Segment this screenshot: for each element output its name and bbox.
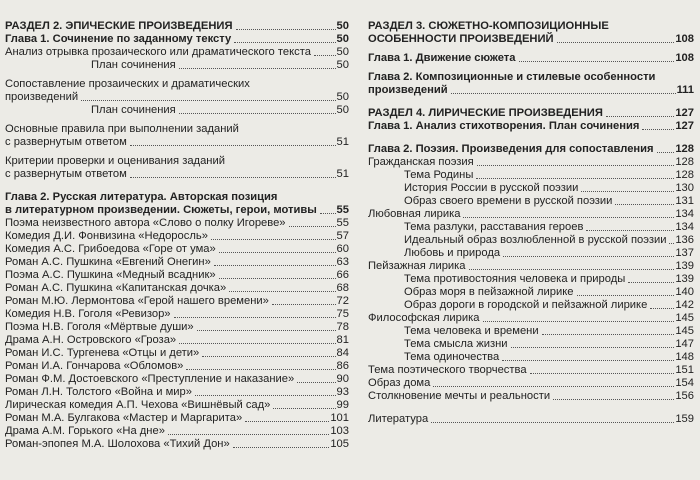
toc-entry-title: Поэма неизвестного автора «Слово о полку Игореве» bbox=[5, 217, 286, 229]
toc-entry-title: произведений bbox=[5, 91, 79, 103]
toc-entry-title: Глава 1. Анализ стихотворения. План сочинения bbox=[368, 120, 640, 132]
toc-entry-page: 134 bbox=[675, 208, 694, 220]
toc-entry-title: Тема противостояния человека и природы bbox=[404, 273, 626, 285]
toc-entry-title: Тема поэтического творчества bbox=[368, 364, 527, 376]
toc-entry-page: 72 bbox=[336, 295, 349, 307]
toc-entry-page: 130 bbox=[675, 182, 694, 194]
toc-entry bbox=[368, 299, 694, 312]
toc-entry bbox=[5, 425, 349, 438]
toc-entry bbox=[5, 386, 349, 399]
toc-entry-page: 50 bbox=[336, 33, 349, 45]
toc-entry bbox=[368, 325, 694, 338]
toc-entry-page: 55 bbox=[336, 204, 349, 216]
toc-entry-title: Комедия А.С. Грибоедова «Горе от ума» bbox=[5, 243, 216, 255]
toc-chapter-2 bbox=[5, 204, 349, 217]
toc-entry-page: 57 bbox=[336, 230, 349, 242]
toc-entry-page: 128 bbox=[675, 156, 694, 168]
toc-entry-page: 136 bbox=[675, 234, 694, 246]
toc-entry-page: 140 bbox=[675, 286, 694, 298]
toc-entry-page: 78 bbox=[336, 321, 349, 333]
toc-entry-title: План сочинения bbox=[91, 104, 176, 116]
toc-entry-title: произведений bbox=[368, 84, 448, 96]
toc-entry bbox=[5, 217, 349, 230]
toc-entry-page: 139 bbox=[675, 260, 694, 272]
toc-entry-title: Анализ отрывка прозаического или драматического текста bbox=[5, 46, 311, 58]
toc-entry-title: с развернутым ответом bbox=[5, 168, 127, 180]
toc-entry-title: Комедия Д.И. Фонвизина «Недоросль» bbox=[5, 230, 208, 242]
toc-entry bbox=[368, 364, 694, 377]
toc-entry-page: 50 bbox=[336, 20, 349, 32]
toc-entry-title: Тема смысла жизни bbox=[404, 338, 508, 350]
toc-entry-title: в литературном произведении. Сюжеты, герои, мотивы bbox=[5, 204, 317, 216]
toc-entry-title: Глава 1. Движение сюжета bbox=[368, 52, 516, 64]
toc-entry-page: 50 bbox=[336, 59, 349, 71]
toc-entry-page: 93 bbox=[336, 386, 349, 398]
toc-entry-page: 131 bbox=[675, 195, 694, 207]
toc-entry bbox=[5, 308, 349, 321]
toc-entry-page: 145 bbox=[675, 325, 694, 337]
toc-entry bbox=[5, 243, 349, 256]
toc-entry-title: Образ дороги в городской и пейзажной лирике bbox=[404, 299, 648, 311]
toc-entry-title: Тема Родины bbox=[404, 169, 474, 181]
toc-entry-title: Тема разлуки, расставания героев bbox=[404, 221, 584, 233]
toc-entry-page: 127 bbox=[675, 107, 694, 119]
toc-entry-title: с развернутым ответом bbox=[5, 136, 127, 148]
toc-chapter-1-lyric bbox=[368, 120, 694, 133]
toc-entry bbox=[5, 399, 349, 412]
toc-entry bbox=[5, 373, 349, 386]
toc-entry-page: 63 bbox=[336, 256, 349, 268]
toc-works-list bbox=[5, 217, 349, 451]
toc-entry-title: Поэма Н.В. Гоголя «Мёртвые души» bbox=[5, 321, 194, 333]
toc-section-4 bbox=[368, 107, 694, 120]
toc-entry-literature bbox=[368, 413, 694, 426]
toc-entry bbox=[368, 260, 694, 273]
toc-entry-page: 55 bbox=[336, 217, 349, 229]
toc-entry-title: Образ своего времени в русской поэзии bbox=[404, 195, 613, 207]
toc-entry-page: 103 bbox=[330, 425, 349, 437]
toc-entry bbox=[5, 321, 349, 334]
toc-entry bbox=[368, 286, 694, 299]
toc-entry-title: Роман А.С. Пушкина «Капитанская дочка» bbox=[5, 282, 227, 294]
toc-entry bbox=[368, 169, 694, 182]
toc-entry-title: История России в русской поэзии bbox=[404, 182, 579, 194]
toc-entry-criteria bbox=[5, 168, 349, 181]
toc-entry bbox=[5, 412, 349, 425]
toc-entry-title: Идеальный образ возлюбленной в русской поэзии bbox=[404, 234, 667, 246]
toc-entry-title: Роман Л.Н. Толстого «Война и мир» bbox=[5, 386, 192, 398]
toc-entry-title: Философская лирика bbox=[368, 312, 480, 324]
toc-entry bbox=[5, 295, 349, 308]
toc-entry bbox=[5, 256, 349, 269]
toc-entry bbox=[5, 230, 349, 243]
toc-entry-title: Столкновение мечты и реальности bbox=[368, 390, 551, 402]
toc-entry bbox=[5, 282, 349, 295]
toc-entry bbox=[5, 438, 349, 451]
toc-entry-page: 154 bbox=[675, 377, 694, 389]
toc-entry-rules bbox=[5, 136, 349, 149]
toc-entry-page: 68 bbox=[336, 282, 349, 294]
toc-entry-page: 159 bbox=[675, 413, 694, 425]
toc-entry bbox=[368, 273, 694, 286]
toc-entry-page: 90 bbox=[336, 373, 349, 385]
toc-entry-plan bbox=[5, 59, 349, 72]
toc-entry bbox=[368, 208, 694, 221]
toc-chapter-title-line: Глава 2. Композиционные и стилевые особенности bbox=[368, 71, 656, 83]
toc-entry-compare bbox=[5, 91, 349, 104]
toc-entry bbox=[368, 390, 694, 403]
toc-entry-title: Драма А.М. Горького «На дне» bbox=[5, 425, 165, 437]
toc-entry bbox=[368, 312, 694, 325]
toc-entry-title: Лирическая комедия А.П. Чехова «Вишнёвый сад» bbox=[5, 399, 271, 411]
toc-entry-page: 137 bbox=[675, 247, 694, 259]
toc-entry-title: Роман И.А. Гончарова «Обломов» bbox=[5, 360, 184, 372]
toc-entry-page: 108 bbox=[675, 52, 694, 64]
toc-entry bbox=[368, 247, 694, 260]
toc-entry-title: Любовная лирика bbox=[368, 208, 461, 220]
toc-entry-analysis bbox=[5, 46, 349, 59]
toc-entry bbox=[5, 334, 349, 347]
toc-entry bbox=[5, 269, 349, 282]
toc-entry-page: 84 bbox=[336, 347, 349, 359]
toc-chapter-1 bbox=[5, 33, 349, 46]
toc-entry bbox=[368, 377, 694, 390]
toc-entry-title: Драма А.Н. Островского «Гроза» bbox=[5, 334, 177, 346]
toc-entry bbox=[5, 347, 349, 360]
toc-entry-page: 101 bbox=[330, 412, 349, 424]
toc-entry-page: 51 bbox=[336, 136, 349, 148]
toc-entry-page: 75 bbox=[336, 308, 349, 320]
toc-entry-title: Комедия Н.В. Гоголя «Ревизор» bbox=[5, 308, 171, 320]
toc-entry bbox=[5, 360, 349, 373]
toc-entry-title: Роман Ф.М. Достоевского «Преступление и наказание» bbox=[5, 373, 295, 385]
toc-entry-title: Пейзажная лирика bbox=[368, 260, 466, 272]
toc-left-column bbox=[5, 20, 349, 451]
toc-entry-title-line: Основные правила при выполнении заданий bbox=[5, 123, 239, 135]
toc-entry-page: 105 bbox=[330, 438, 349, 450]
toc-entry-page: 142 bbox=[675, 299, 694, 311]
toc-poetry-list bbox=[368, 156, 694, 403]
toc-section-2 bbox=[5, 20, 349, 33]
toc-entry-title: Роман И.С. Тургенева «Отцы и дети» bbox=[5, 347, 200, 359]
toc-entry-title: Образ дома bbox=[368, 377, 431, 389]
toc-entry bbox=[368, 221, 694, 234]
toc-entry-title: Глава 2. Поэзия. Произведения для сопоставления bbox=[368, 143, 654, 155]
toc-entry-title: Гражданская поэзия bbox=[368, 156, 474, 168]
toc-entry-title: Роман М.А. Булгакова «Мастер и Маргарита» bbox=[5, 412, 243, 424]
toc-entry-title: Образ моря в пейзажной лирике bbox=[404, 286, 574, 298]
toc-entry-page: 51 bbox=[336, 168, 349, 180]
toc-chapter-2 bbox=[368, 84, 694, 97]
toc-entry-page: 151 bbox=[675, 364, 694, 376]
toc-entry-title: Литература bbox=[368, 413, 429, 425]
toc-entry-page: 139 bbox=[675, 273, 694, 285]
toc-entry-page: 50 bbox=[336, 91, 349, 103]
toc-entry-title: Роман М.Ю. Лермонтова «Герой нашего времени» bbox=[5, 295, 269, 307]
toc-entry-page: 50 bbox=[336, 104, 349, 116]
toc-section-3 bbox=[368, 33, 694, 46]
toc-entry-title: Тема одиночества bbox=[404, 351, 500, 363]
toc-entry-title: Роман А.С. Пушкина «Евгений Онегин» bbox=[5, 256, 211, 268]
toc-entry-page: 147 bbox=[675, 338, 694, 350]
toc-entry-page: 66 bbox=[336, 269, 349, 281]
toc-entry-page: 81 bbox=[336, 334, 349, 346]
toc-entry-page: 148 bbox=[675, 351, 694, 363]
toc-entry-page: 50 bbox=[336, 46, 349, 58]
toc-entry-page: 86 bbox=[336, 360, 349, 372]
toc-entry bbox=[368, 182, 694, 195]
toc-entry-page: 128 bbox=[675, 169, 694, 181]
toc-entry-title-line: Сопоставление прозаических и драматических bbox=[5, 78, 250, 90]
toc-entry bbox=[368, 234, 694, 247]
toc-entry-page: 60 bbox=[336, 243, 349, 255]
toc-entry-title: РАЗДЕЛ 2. ЭПИЧЕСКИЕ ПРОИЗВЕДЕНИЯ bbox=[5, 20, 233, 32]
toc-entry-title: Тема человека и времени bbox=[404, 325, 539, 337]
toc-section-title-line: РАЗДЕЛ 3. СЮЖЕТНО-КОМПОЗИЦИОННЫЕ bbox=[368, 20, 609, 32]
toc-entry bbox=[368, 338, 694, 351]
toc-entry-page: 128 bbox=[675, 143, 694, 155]
toc-entry-page: 145 bbox=[675, 312, 694, 324]
toc-entry-title: Поэма А.С. Пушкина «Медный всадник» bbox=[5, 269, 216, 281]
toc-entry-page: 111 bbox=[676, 84, 694, 96]
toc-entry bbox=[368, 195, 694, 208]
toc-entry-title: ОСОБЕННОСТИ ПРОИЗВЕДЕНИЙ bbox=[368, 33, 554, 45]
toc-entry-title: Любовь и природа bbox=[404, 247, 501, 259]
toc-entry-page: 127 bbox=[675, 120, 694, 132]
toc-entry-page: 156 bbox=[675, 390, 694, 402]
toc-entry-title-line: Критерии проверки и оценивания заданий bbox=[5, 155, 225, 167]
toc-chapter-2-poetry bbox=[368, 143, 694, 156]
toc-entry-plan bbox=[5, 104, 349, 117]
toc-entry-title: Глава 1. Сочинение по заданному тексту bbox=[5, 33, 232, 45]
toc-entry-page: 134 bbox=[675, 221, 694, 233]
toc-entry-title: Роман-эпопея М.А. Шолохова «Тихий Дон» bbox=[5, 438, 230, 450]
toc-chapter-1 bbox=[368, 52, 694, 65]
toc-entry bbox=[368, 351, 694, 364]
toc-entry-title: План сочинения bbox=[91, 59, 176, 71]
toc-entry-title: РАЗДЕЛ 4. ЛИРИЧЕСКИЕ ПРОИЗВЕДЕНИЯ bbox=[368, 107, 603, 119]
toc-right-column bbox=[368, 20, 694, 426]
toc-entry bbox=[368, 156, 694, 169]
toc-chapter-title-line: Глава 2. Русская литература. Авторская позиция bbox=[5, 191, 278, 203]
toc-entry-page: 99 bbox=[336, 399, 349, 411]
toc-entry-page: 108 bbox=[675, 33, 694, 45]
